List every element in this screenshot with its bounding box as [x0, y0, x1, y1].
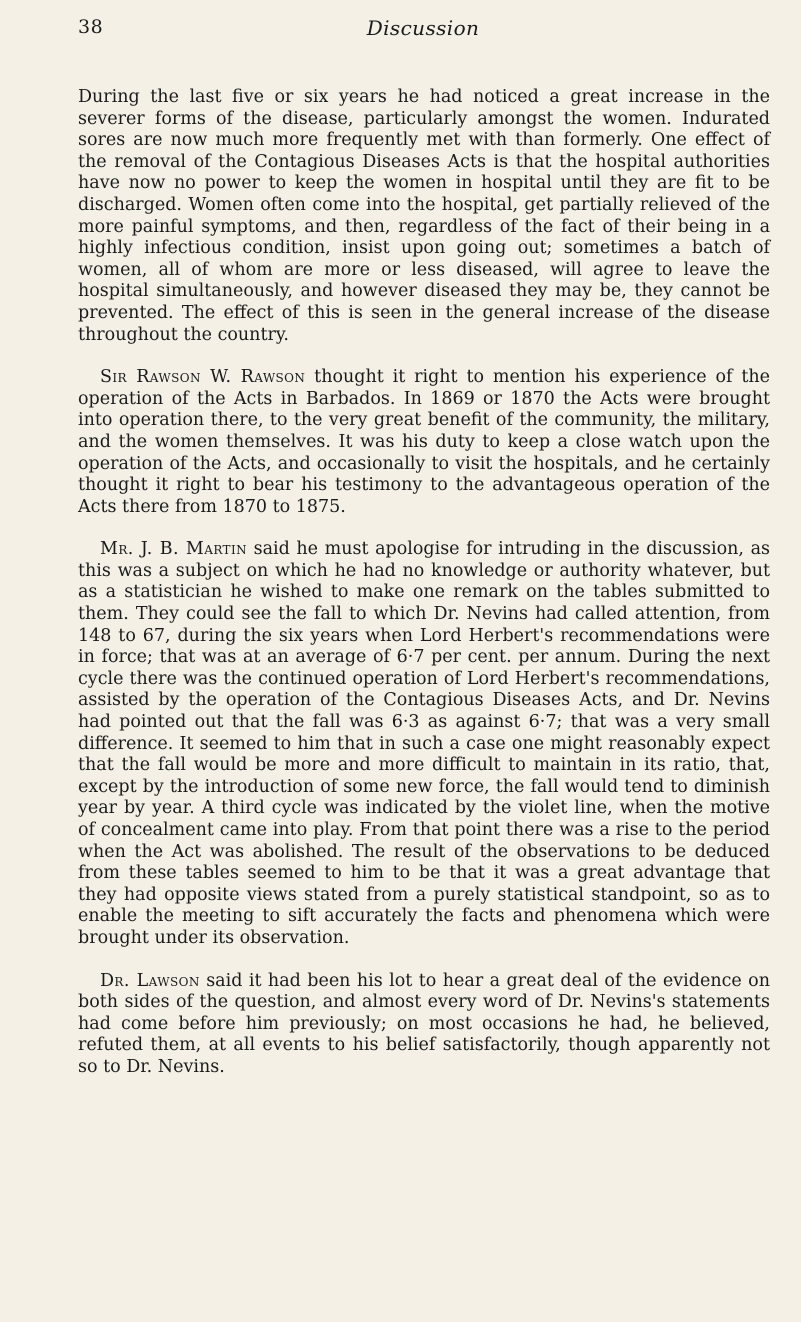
paragraph-2 [78, 367, 770, 518]
running-title: Discussion [366, 16, 480, 40]
paragraph-4 [78, 971, 770, 1079]
paragraph-1-text: During the last five or six years he had noticed a great increase in the severer forms of the disease, particularly amongst the women. Indurated sores are now much more frequently met with than formerly. One effect of the removal of the Contagious Diseases Acts is that the hospital authorities have now no power to keep the women in hospital until they are fit to be discharged. Women often come into the hospital, get partially relieved of the more painful symptoms, and then, regardless of the fact of their being in a highly infectious condition, insist upon going out; sometimes a batch of women, all of whom are more or less diseased, will agree to leave the hospital simultaneously, and however diseased they may be, they cannot be prevented. The effect of this is seen in the general increase of the disease throughout the country. [78, 87, 770, 345]
paragraph-2-speaker: Sir Rawson W. Rawson [100, 367, 306, 388]
paragraph-2-text: thought it right to mention his experience of the operation of the Acts in Barbados. In 1869 or 1870 the Acts were brought into operation there, to the very great benefit of the community, the military, and the women themselves. It was his duty to keep a close watch upon the operation of the Acts, and occasionally to visit the hospitals, and he certainly thought it right to bear his testimony to the advantageous operation of the Acts there from 1870 to 1875. [78, 367, 770, 517]
paragraph-3-speaker: Mr. J. B. Martin [100, 539, 247, 560]
paragraph-1 [78, 87, 770, 346]
running-head [78, 16, 768, 42]
paragraph-4-text: said it had been his lot to hear a great deal of the evidence on both sides of the question, and almost every word of Dr. Nevins's statements had come before him previously; on most occasions he had, he believed, refuted them, at all events to his belief satisfactorily, though apparently not so to Dr. Nevins. [78, 970, 770, 1077]
body-text [78, 87, 770, 1079]
paragraph-4-speaker: Dr. Lawson [100, 970, 200, 991]
paragraph-3-text: said he must apologise for intruding in the discussion, as this was a subject on which he had no knowledge or authority whatever, but as a statistician he wished to make one remark on the tables submitted to them. They could see the fall to which Dr. Nevins had called attention, from 148 to 67, during the six years when Lord Herbert's recommendations were in force; that was at an average of 6·7 per cent. per annum. During the next cycle there was the continued operation of Lord Herbert's recommendations, assisted by the operation of the Contagious Diseases Acts, and Dr. Nevins had pointed out that the fall was 6·3 as against 6·7; that was a very small difference. It seemed to him that in such a case one might reasonably expect that the fall would be more and more difficult to maintain in its ratio, that, except by the introduction of some new force, the fall would tend to diminish year by year. A third cycle was indicated by the violet line, when the motive of concealment came into play. From that point there was a rise to the period when the Act was abolished. The result of the observations to be deduced from these tables seemed to him to be that it was a great advantage that they had opposite views stated from a purely statistical standpoint, so as to enable the meeting to sift accurately the facts and phenomena which were brought under its observation. [78, 539, 770, 948]
page-number: 38 [78, 16, 104, 38]
paragraph-3 [78, 539, 770, 949]
